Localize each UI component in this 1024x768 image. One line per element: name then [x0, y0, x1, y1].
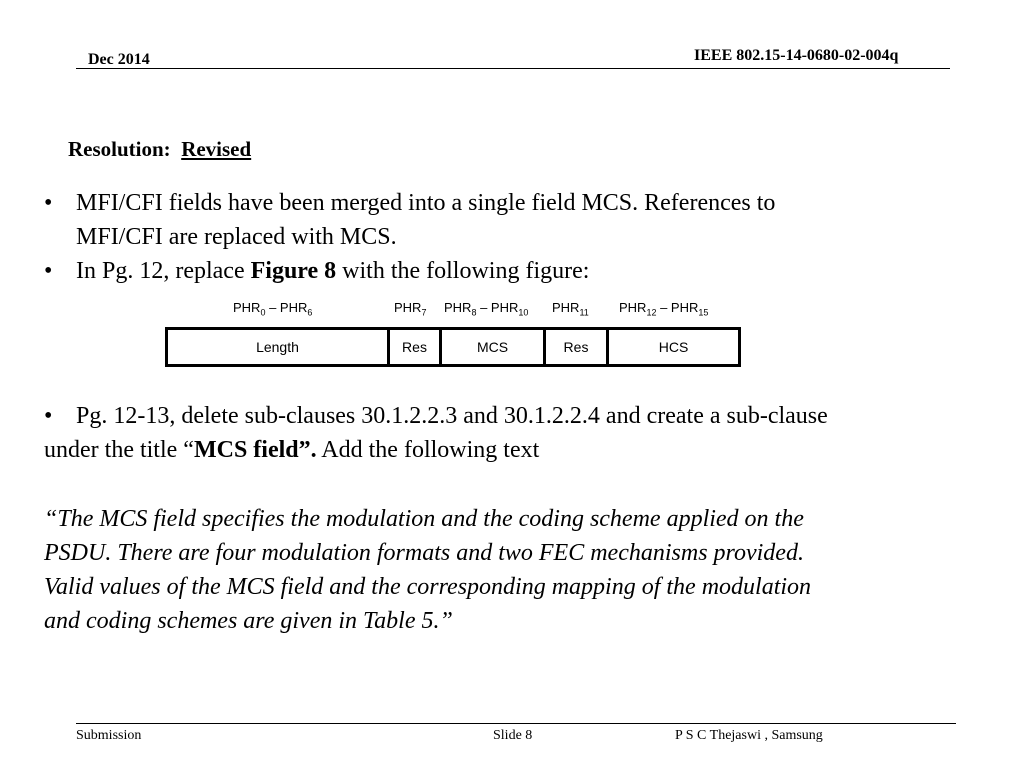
bullet-dot-2: • — [44, 258, 53, 284]
figure-header-mcs: $PHR_8 - PHR_{10}$ — [444, 300, 529, 318]
quote-line-1: “The MCS field specifies the modulation and the coding scheme applied on the — [44, 506, 804, 532]
footer-divider — [76, 723, 956, 724]
figure-header-res-1: $PHR_7$ — [394, 300, 427, 318]
phr-field-figure — [165, 298, 747, 372]
header-date: Dec 2014 — [88, 51, 150, 68]
bullet-2 — [76, 254, 589, 288]
bullet-2-figure-ref: Figure 8 — [250, 258, 337, 284]
field-mcs: MCS — [439, 330, 543, 364]
resolution-line — [68, 137, 251, 162]
bullet-3-text-post: Add the following text — [316, 437, 540, 463]
footer-slide-number: Slide 8 — [493, 728, 533, 743]
resolution-value: Revised — [181, 137, 252, 161]
quote-line-2: PSDU. There are four modulation formats and two FEC mechanisms provided. — [44, 540, 804, 566]
field-res-1: Res — [387, 330, 439, 364]
bullet-dot-1: • — [44, 190, 53, 216]
field-length: Length — [256, 339, 299, 355]
bullet-3-text-pre: under the title “ — [44, 437, 194, 463]
footer-submission: Submission — [76, 728, 142, 743]
figure-header-hcs: $PHR_{12} - PHR_{15}$ — [619, 300, 709, 318]
bullet-dot-3: • — [44, 403, 53, 429]
quote-line-3: Valid values of the MCS field and the corresponding mapping of the modulation — [44, 574, 812, 600]
resolution-label: Resolution: — [68, 137, 171, 161]
header-divider — [76, 68, 950, 69]
phr-field-frame — [165, 327, 741, 367]
field-hcs: HCS — [606, 330, 738, 364]
bullet-3-mcs-field: MCS field”. — [193, 437, 317, 463]
bullet-2-text-pre: In Pg. 12, replace — [76, 258, 251, 284]
quote-line-4: and coding schemes are given in Table 5.” — [44, 608, 453, 634]
field-res-2: Res — [543, 330, 606, 364]
bullet-3-line-1: Pg. 12-13, delete sub-clauses 30.1.2.2.3 and 30.1.2.2.4 and create a sub-clause — [76, 403, 828, 429]
footer-author: P S C Thejaswi , Samsung — [675, 728, 823, 743]
bullet-1-line-1: MFI/CFI fields have been merged into a single field MCS. References to — [76, 190, 776, 216]
figure-header-res-2: $PHR_{11}$ — [552, 300, 589, 318]
bullet-2-text-post: with the following figure: — [336, 258, 590, 284]
figure-header-length: $PHR_0 - PHR_6$ — [233, 300, 313, 318]
bullet-1-line-2: MFI/CFI are replaced with MCS. — [76, 224, 397, 250]
header-document-id: IEEE 802.15-14-0680-02-004q — [694, 47, 899, 64]
bullet-3-line-2 — [44, 433, 539, 467]
